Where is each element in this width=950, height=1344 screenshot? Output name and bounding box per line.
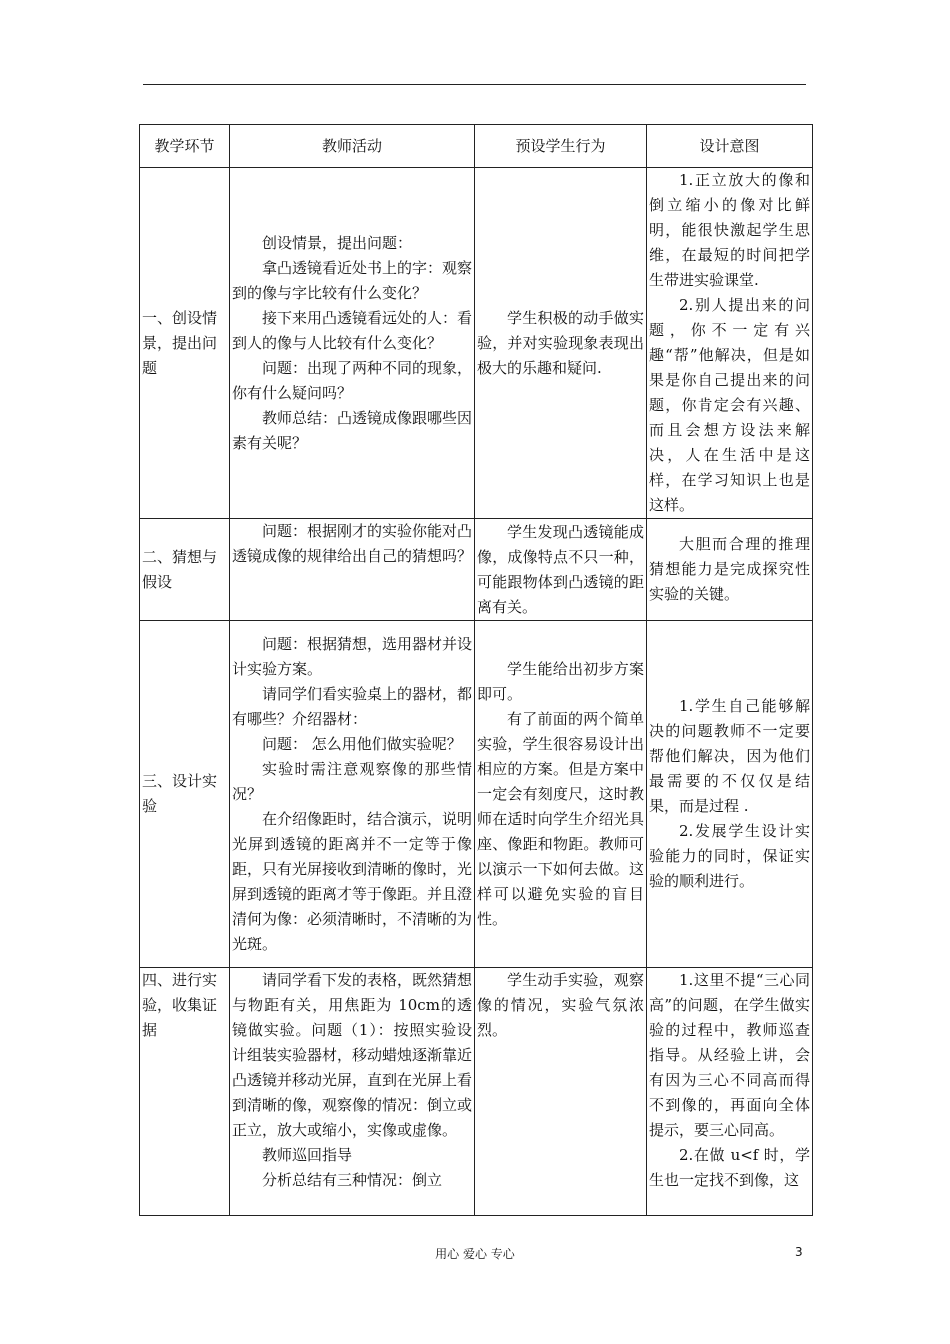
teacher-activity-cell: 请同学看下发的表格，既然猜想与物距有关，用焦距为 10cm的透镜做实验。问题（1）：按照实验设计组装实验器材，移动蜡烛逐渐靠近凸透镜并移动光屏，直到在光屏上看到清晰的像，观察像的情况：倒立或正立，放大或缩小，实像或虚像。 教师巡回指导 分析总结有三种情况：倒立	[230, 968, 475, 1216]
design-intent-cell: 1.正立放大的像和倒立缩小的像对比鲜明，能很快激起学生思维，在最短的时间把学生带进实验课堂. 2.别人提出来的问题，你不一定有兴趣“帮”他解决，但是如果是你自己提出来的问题，你肯定会有兴趣、而且会想方设法来解决，人在生活中是这样，在学习知识上也是这样。	[647, 168, 813, 519]
student-behavior-cell: 学生动手实验，观察像的情况，实验气氛浓烈。	[475, 968, 647, 1216]
design-intent-cell: 1.学生自己能够解决的问题教师不一定要帮他们解决，因为他们最需要的不仅仅是结果，而是过程 . 2.发展学生设计实验能力的同时，保证实验的顺利进行。	[647, 621, 813, 968]
teacher-activity-cell: 问题：根据猜想，选用器材并设计实验方案。 请同学们看实验桌上的器材，都有哪些？介绍器材： 问题： 怎么用他们做实验呢？ 实验时需注意观察像的那些情况？ 在介绍像距时，结合演示，说明光屏到透镜的距离并不一定等于像距，只有光屏接收到清晰的像时，光屏到透镜的距离才等于像距。并且澄清何为像：必须清晰时，不清晰的为光斑。	[230, 621, 475, 968]
design-intent-cell: 1.这里不提“三心同高”的问题，在学生做实验的过程中，教师巡查指导。从经验上讲，会有因为三心不同高而得不到像的，再面向全体提示，要三心同高。 2.在做 u<f 时，学生也一定找不到像，这	[647, 968, 813, 1216]
page-number: 3	[795, 1245, 803, 1259]
stage-cell: 三、设计实验	[140, 621, 230, 968]
stage-cell: 二、猜想与假设	[140, 519, 230, 621]
table-row	[140, 168, 813, 519]
header-teacher-activity: 教师活动	[230, 125, 475, 168]
stage-cell: 一、创设情景，提出问题	[140, 168, 230, 519]
header-design-intent: 设计意图	[647, 125, 813, 168]
footer-motto: 用心 爱心 专心	[435, 1247, 515, 1261]
teacher-activity-cell: 创设情景，提出问题： 拿凸透镜看近处书上的字：观察到的像与字比较有什么变化？ 接下来用凸透镜看远处的人：看到人的像与人比较有什么变化？ 问题：出现了两种不同的现象，你有什么疑问吗？ 教师总结：凸透镜成像跟哪些因素有关呢？	[230, 168, 475, 519]
stage-cell: 四、进行实验，收集证据	[140, 968, 230, 1216]
header-stage: 教学环节	[140, 125, 230, 168]
student-behavior-cell: 学生发现凸透镜能成像，成像特点不只一种，可能跟物体到凸透镜的距离有关。	[475, 519, 647, 621]
teacher-activity-cell: 问题：根据刚才的实验你能对凸透镜成像的规律给出自己的猜想吗？	[230, 519, 475, 621]
table-header-row	[140, 125, 813, 168]
student-behavior-cell: 学生积极的动手做实验，并对实验现象表现出极大的乐趣和疑问.	[475, 168, 647, 519]
header-student-behavior: 预设学生行为	[475, 125, 647, 168]
table-row	[140, 519, 813, 621]
lesson-plan-table	[139, 124, 813, 1216]
table-row	[140, 968, 813, 1216]
table-row	[140, 621, 813, 968]
design-intent-cell: 大胆而合理的推理猜想能力是完成探究性实验的关键。	[647, 519, 813, 621]
student-behavior-cell: 学生能给出初步方案即可。 有了前面的两个简单实验，学生很容易设计出相应的方案。但是方案中一定会有刻度尺，这时教师在适时向学生介绍光具座、像距和物距。教师可以演示一下如何去做。这样可以避免实验的盲目性。	[475, 621, 647, 968]
header-rule	[143, 84, 806, 85]
